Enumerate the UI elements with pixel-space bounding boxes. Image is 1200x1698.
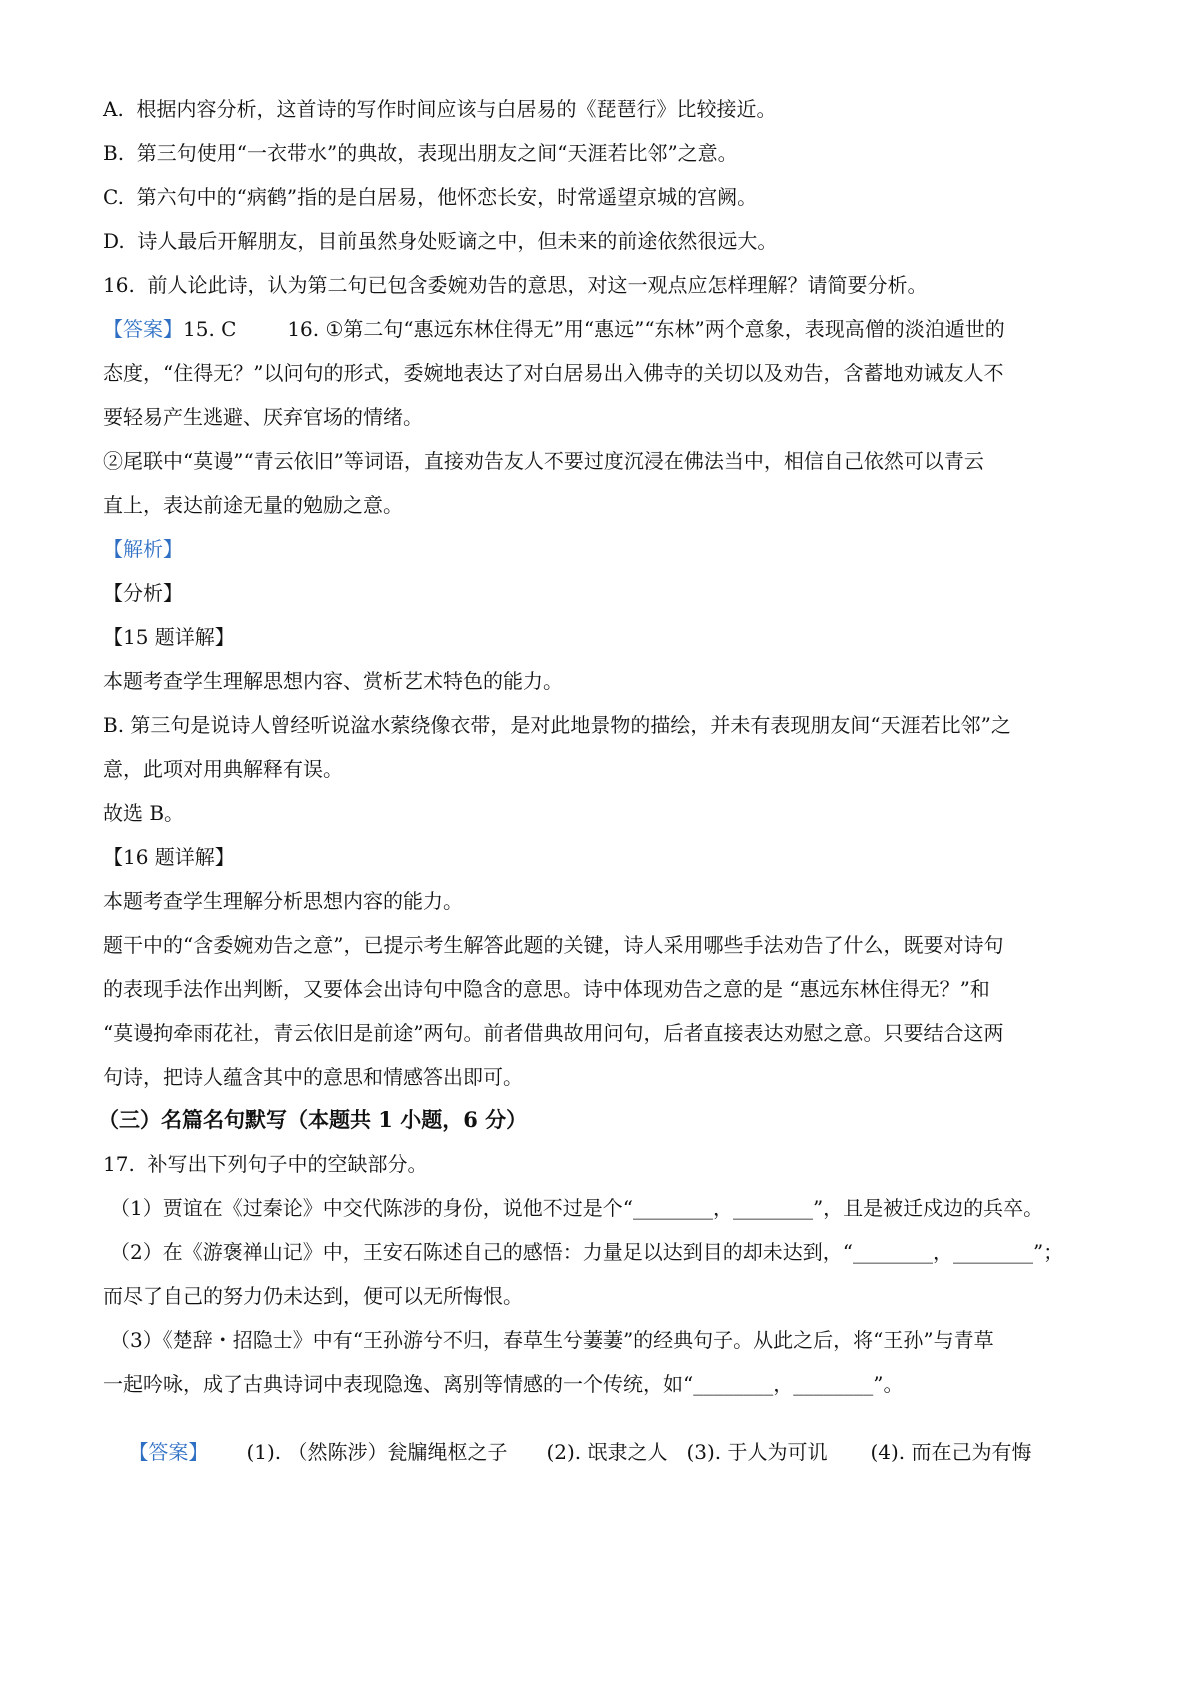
q16-detail-line-5: 句诗，把诗人蕴含其中的意思和情感答出即可。 <box>103 1065 523 1089</box>
analysis-tag: 【解析】 <box>103 537 183 561</box>
q17-item-2-line-1: （2）在《游褒禅山记》中，王安石陈述自己的感悟：力量足以达到目的却未达到，“________，________”； <box>110 1240 1064 1264</box>
q17-item-3-line-2: 一起吟咏，成了古典诗词中表现隐逸、离别等情感的一个传统，如“________，________”。 <box>103 1372 904 1396</box>
q15-option-a: A. 根据内容分析，这首诗的写作时间应该与白居易的《琵琶行》比较接近。 <box>103 97 777 121</box>
answer-line-5: 直上，表达前途无量的勉励之意。 <box>103 493 403 517</box>
answer-tag: 【答案】 <box>103 317 183 341</box>
answer-line-2: 态度，“住得无？”以问句的形式，委婉地表达了对白居易出入佛寺的关切以及劝告，含蓄地劝诫友人不 <box>103 361 1004 385</box>
q17-answer-1: (1). （然陈涉）瓮牖绳枢之子 <box>246 1440 508 1464</box>
q17-answer-row <box>103 1416 1031 1488</box>
q15-detail-line-3: 意，此项对用典解释有误。 <box>103 757 343 781</box>
q15-option-c: C. 第六句中的“病鹤”指的是白居易，他怀恋长安，时常遥望京城的宫阙。 <box>103 185 758 209</box>
fenxi-heading: 【分析】 <box>103 581 183 605</box>
q15-detail-line-1: 本题考查学生理解思想内容、赏析艺术特色的能力。 <box>103 669 563 693</box>
q17-item-3-line-1: （3）《楚辞・招隐士》中有“王孙游兮不归，春草生兮萋萋”的经典句子。从此之后，将“王孙”与青草 <box>110 1328 994 1352</box>
q17-answer-2: (2). 氓隶之人 <box>546 1440 668 1464</box>
q17-answer-4: (4). 而在己为有悔 <box>870 1440 1032 1464</box>
q15-detail-line-4: 故选 B。 <box>103 801 185 825</box>
q17-item-2-line-2: 而尽了自己的努力仍未达到，便可以无所悔恨。 <box>103 1284 523 1308</box>
q17-answer-tag: 【答案】 <box>128 1440 209 1464</box>
answer-line-4: ②尾联中“莫谩”“青云依旧”等词语，直接劝告友人不要过度沉浸在佛法当中，相信自己依然可以青云 <box>103 449 984 473</box>
q16-detail-line-4: “莫谩拘牵雨花社，青云依旧是前途”两句。前者借典故用问句，后者直接表达劝慰之意。只要结合这两 <box>103 1021 1004 1045</box>
q17-question: 17. 补写出下列句子中的空缺部分。 <box>103 1152 428 1176</box>
answer-line-3: 要轻易产生逃避、厌弃官场的情绪。 <box>103 405 423 429</box>
q15-option-b: B. 第三句使用“一衣带水”的典故，表现出朋友之间“天涯若比邻”之意。 <box>103 141 738 165</box>
q15-option-d: D. 诗人最后开解朋友，目前虽然身处贬谪之中，但未来的前途依然很远大。 <box>103 229 778 253</box>
section-3-title: （三）名篇名句默写（本题共 1 小题，6 分） <box>98 1107 528 1132</box>
q16-question: 16. 前人论此诗，认为第二句已包含委婉劝告的意思，对这一观点应怎样理解？请简要分析。 <box>103 273 928 297</box>
q17-item-1: （1）贾谊在《过秦论》中交代陈涉的身份，说他不过是个“________，________”，且是被迁戍边的兵卒。 <box>110 1196 1044 1220</box>
q17-answer-3: (3). 于人为可讥 <box>686 1440 828 1464</box>
q16-detail-line-2: 题干中的“含委婉劝告之意”，已提示考生解答此题的关键，诗人采用哪些手法劝告了什么，既要对诗句 <box>103 933 1004 957</box>
q16-detail-line-1: 本题考查学生理解分析思想内容的能力。 <box>103 889 463 913</box>
q15-detail-line-2: B. 第三句是说诗人曾经听说湓水萦绕像衣带，是对此地景物的描绘，并未有表现朋友间“天涯若比邻”之 <box>103 713 1011 737</box>
answer-line-1 <box>103 317 1005 341</box>
q15-detail-heading: 【15 题详解】 <box>103 625 235 649</box>
q16-detail-heading: 【16 题详解】 <box>103 845 235 869</box>
answer-text: 15. C 16. ①第二句“惠远东林住得无”用“惠远”“东林”两个意象，表现高僧的淡泊遁世的 <box>183 317 1005 341</box>
q16-detail-line-3: 的表现手法作出判断，又要体会出诗句中隐含的意思。诗中体现劝告之意的是 “惠远东林住得无？”和 <box>103 977 990 1001</box>
